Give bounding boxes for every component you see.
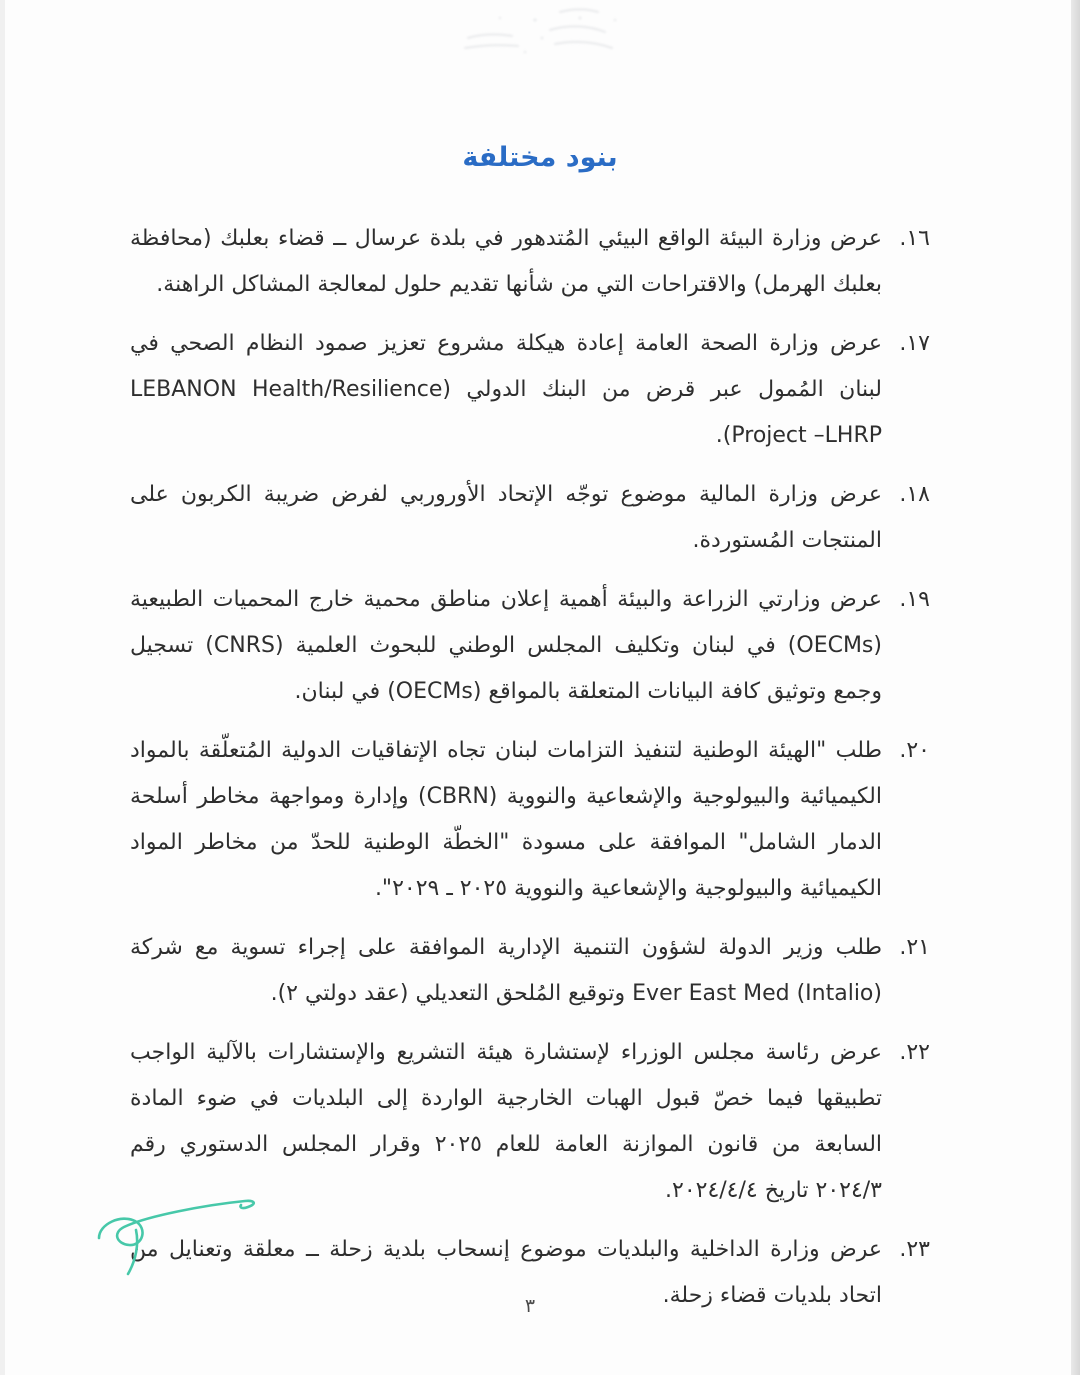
item-number: ١٧. xyxy=(899,331,930,356)
item-number: ٢١. xyxy=(899,935,930,960)
item-text: عرض وزارة البيئة الواقع البيئي المُتدهور في بلدة عرسال ــ قضاء بعلبك (محافظة بعلبك الهرمل) والاقتراحات التي من شأنها تقديم حلول لمعالجة المشاكل الراهنة. xyxy=(130,226,882,297)
page-title: بنود مختلفة xyxy=(462,142,618,173)
item-number: ٢٠. xyxy=(899,738,930,763)
item-number: ٢٣. xyxy=(899,1237,930,1262)
item-number: ١٦. xyxy=(899,226,930,251)
item-text: عرض وزارة الداخلية والبلديات موضوع إنسحاب بلدية زحلة ــ معلقة وتعنايل من اتحاد بلديات قضاء زحلة. xyxy=(130,1237,882,1308)
item-number: ١٨. xyxy=(899,482,930,507)
item-number: ١٩. xyxy=(899,587,930,612)
item-text: عرض وزارتي الزراعة والبيئة أهمية إعلان مناطق محمية خارج المحميات الطبيعية (OECMs) في لبنان وتكليف المجلس الوطني للبحوث العلمية (CNRS) تسجيل وجمع وتوثيق كافة البيانات المتعلقة بالمواقع (OECMs) في لبنان. xyxy=(130,587,882,704)
item-text: طلب وزير الدولة لشؤون التنمية الإدارية الموافقة على إجراء تسوية مع شركة (Intalio) Ever East Med وتوقيع المُلحق التعديلي (عقد دولتي ٢). xyxy=(130,935,882,1006)
agenda-item-18 xyxy=(130,472,930,564)
agenda-item-17 xyxy=(130,321,930,459)
item-text: عرض وزارة الصحة العامة إعادة هيكلة مشروع تعزيز صمود النظام الصحي في لبنان المُمول عبر قرض من البنك الدولي (LEBANON Health/Resilience Project –LHRP). xyxy=(130,331,882,448)
agenda-item-22 xyxy=(130,1030,930,1214)
item-number: ٢٢. xyxy=(899,1040,930,1065)
scan-edge-right xyxy=(1071,0,1080,1375)
agenda-items-list xyxy=(130,216,930,1332)
item-text: عرض وزارة المالية موضوع توجّه الإتحاد الأوروربي لفرض ضريبة الكربون على المنتجات المُستوردة. xyxy=(130,482,882,553)
agenda-item-19 xyxy=(130,577,930,715)
agenda-item-20 xyxy=(130,728,930,912)
signature-scribble xyxy=(85,1192,285,1282)
item-text: عرض رئاسة مجلس الوزراء لإستشارة هيئة التشريع والإستشارات بالآلية الواجب تطبيقها فيما خصّ قبول الهبات الخارجية الواردة إلى البلديات في ضوء المادة السابعة من قانون الموازنة العامة للعام ٢٠٢٥ وقرار المجلس الدستوري رقم ٢٠٢٤/٣ تاريخ ٢٠٢٤/٤/٤. xyxy=(130,1040,883,1203)
item-text: طلب "الهيئة الوطنية لتنفيذ التزامات لبنان تجاه الإتفاقيات الدولية المُتعلّقة بالمواد الكيميائية والبيولوجية والإشعاعية والنووية (CBRN) وإدارة ومواجهة مخاطر أسلحة الدمار الشامل" الموافقة على مسودة "الخطّة الوطنية للحدّ من مخاطر المواد الكيميائية والبيولوجية والإشعاعية والنووية ٢٠٢٥ ـ ٢٠٢٩". xyxy=(130,738,882,901)
agenda-item-16 xyxy=(130,216,930,308)
agenda-item-21 xyxy=(130,925,930,1017)
scan-smudge-artifact xyxy=(430,0,670,60)
scan-edge-left xyxy=(0,0,5,1375)
page-number: ٣ xyxy=(524,1295,536,1317)
